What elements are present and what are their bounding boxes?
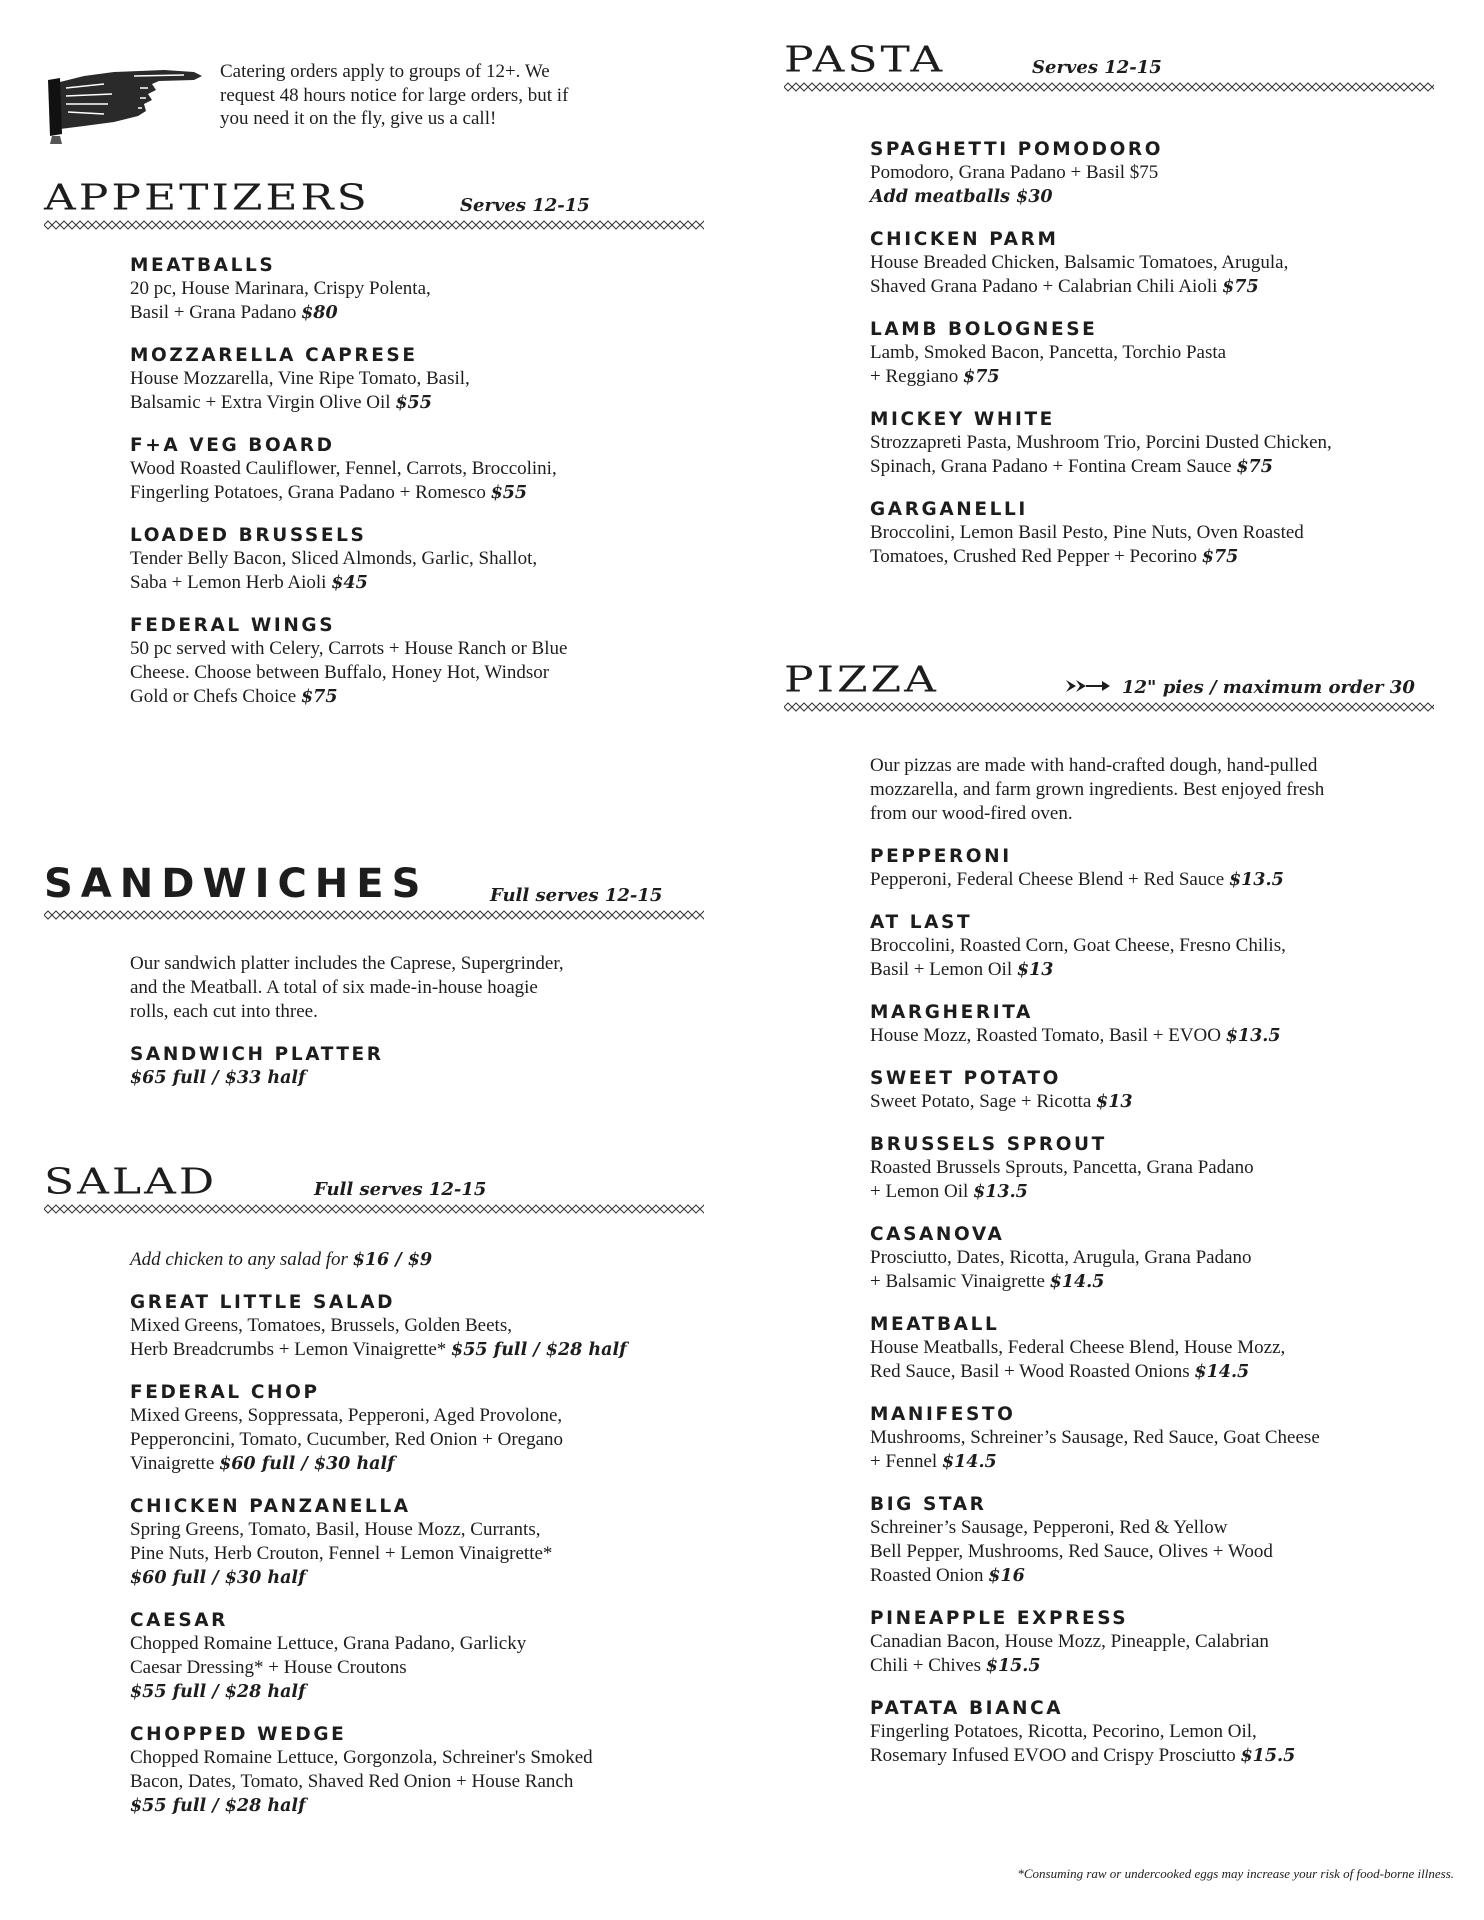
section-divider (44, 1204, 704, 1214)
item-name: MEATBALLS (130, 255, 276, 276)
item-name: GREAT LITTLE SALAD (130, 1292, 396, 1313)
section-serves: Full serves 12-15 (490, 885, 663, 906)
menu-item: MEATBALL House Meatballs, Federal Cheese Blend, House Mozz, Red Sauce, Basil + Wood Roasted Onions $14.5 (870, 1313, 1434, 1384)
item-price: $75 (1201, 547, 1239, 567)
pointing-hand-icon (44, 64, 204, 146)
menu-item: BIG STAR Schreiner’s Sausage, Pepperoni, Red & Yellow Bell Pepper, Mushrooms, Red Sauce, Olives + Wood Roasted Onion $16 (870, 1493, 1434, 1588)
item-name: PINEAPPLE EXPRESS (870, 1608, 1129, 1629)
item-name: CASANOVA (870, 1224, 1005, 1245)
item-price: $80 (301, 303, 338, 323)
pizza-note: Our pizzas are made with hand-crafted dough, hand-pulled mozzarella, and farm grown ingredients. Best enjoyed fresh from our wood-fired oven. (870, 755, 1325, 824)
item-name: MEATBALL (870, 1314, 1000, 1335)
section-serves: Serves 12-15 (1032, 57, 1162, 78)
menu-item: AT LAST Broccolini, Roasted Corn, Goat Cheese, Fresno Chilis, Basil + Lemon Oil $13 (870, 911, 1434, 982)
item-price: $13.5 (1228, 870, 1284, 890)
item-price: $14.5 (1194, 1362, 1250, 1382)
menu-item: FEDERAL WINGS 50 pc served with Celery, Carrots + House Ranch or Blue Cheese. Choose between Buffalo, Honey Hot, Windsor Gold or Chefs Choice $75 (130, 614, 704, 709)
item-name: FEDERAL CHOP (130, 1382, 320, 1403)
item-price: $13 (1016, 960, 1054, 980)
item-price: $45 (331, 573, 368, 593)
menu-item: CHICKEN PANZANELLA Spring Greens, Tomato, Basil, House Mozz, Currants, Pine Nuts, Herb Crouton, Fennel + Lemon Vinaigrette* $60 full / $30 half (130, 1495, 704, 1590)
item-price: $55 full / $28 half (130, 1796, 306, 1816)
item-price: $65 full / $33 half (130, 1068, 306, 1088)
menu-item: MEATBALLS 20 pc, House Marinara, Crispy Polenta, Basil + Grana Padano $80 (130, 254, 704, 325)
item-name: AT LAST (870, 912, 973, 933)
menu-item: GREAT LITTLE SALAD Mixed Greens, Tomatoes, Brussels, Golden Beets, Herb Breadcrumbs + Lemon Vinaigrette* $55 full / $28 half (130, 1291, 704, 1362)
item-name: BRUSSELS SPROUT (870, 1134, 1107, 1155)
section-title: SALAD (44, 1161, 218, 1203)
item-price: $55 (490, 483, 528, 503)
section-divider (44, 220, 704, 230)
menu-item: MANIFESTO Mushrooms, Schreiner’s Sausage, Red Sauce, Goat Cheese + Fennel $14.5 (870, 1403, 1434, 1474)
item-price: $13.5 (1225, 1026, 1281, 1046)
menu-item: MOZZARELLA CAPRESE House Mozzarella, Vine Ripe Tomato, Basil, Balsamic + Extra Virgin Olive Oil $55 (130, 344, 704, 415)
item-name: LAMB BOLOGNESE (870, 319, 1098, 340)
catering-intro (44, 60, 704, 150)
item-price: $15.5 (985, 1656, 1041, 1676)
item-name: CHICKEN PARM (870, 229, 1059, 250)
catering-intro-text: Catering orders apply to groups of 12+. We request 48 hours notice for large orders, but if you need it on the fly, give us a call! (220, 61, 569, 129)
menu-item: FEDERAL CHOP Mixed Greens, Soppressata, Pepperoni, Aged Provolone, Pepperoncini, Tomato, Cucumber, Red Onion + Oregano Vinaigrette $60 full / $30 half (130, 1381, 704, 1476)
item-price: $75 (1236, 457, 1273, 477)
item-name: MOZZARELLA CAPRESE (130, 345, 418, 366)
section-title: PASTA (784, 39, 946, 81)
item-price: $16 (988, 1566, 1025, 1586)
menu-item: CHOPPED WEDGE Chopped Romaine Lettuce, Gorgonzola, Schreiner's Smoked Bacon, Dates, Tomato, Shaved Red Onion + House Ranch $55 full / $28 half (130, 1723, 704, 1818)
item-price: $13 (1096, 1092, 1133, 1112)
item-name: CAESAR (130, 1610, 229, 1631)
item-name: PATATA BIANCA (870, 1698, 1064, 1719)
item-name: LOADED BRUSSELS (130, 525, 367, 546)
item-price: $75 (300, 687, 338, 707)
section-divider (784, 82, 1434, 92)
menu-item: F+A VEG BOARD Wood Roasted Cauliflower, Fennel, Carrots, Broccolini, Fingerling Potatoes, Grana Padano + Romesco $55 (130, 434, 704, 505)
menu-item: MARGHERITA House Mozz, Roasted Tomato, Basil + EVOO $13.5 (870, 1001, 1434, 1048)
sandwich-note: Our sandwich platter includes the Caprese, Supergrinder, and the Meatball. A total of six made-in-house hoagie rolls, each cut into three. (130, 953, 564, 1022)
section-divider (784, 702, 1434, 712)
item-name: MANIFESTO (870, 1404, 1016, 1425)
item-name: F+A VEG BOARD (130, 435, 335, 456)
menu-item (130, 1043, 704, 1090)
section-serves: Serves 12-15 (460, 195, 590, 216)
item-price: $75 (963, 367, 1000, 387)
menu-item: CAESAR Chopped Romaine Lettuce, Grana Padano, Garlicky Caesar Dressing* + House Croutons $55 full / $28 half (130, 1609, 704, 1704)
appetizers-section (44, 168, 704, 707)
menu-item: BRUSSELS SPROUT Roasted Brussels Sprouts, Pancetta, Grana Padano + Lemon Oil $13.5 (870, 1133, 1434, 1204)
menu-item: PEPPERONI Pepperoni, Federal Cheese Blend + Red Sauce $13.5 (870, 845, 1434, 892)
menu-item: CHICKEN PARM House Breaded Chicken, Balsamic Tomatoes, Arugula, Shaved Grana Padano + Calabrian Chili Aioli $75 (870, 228, 1434, 299)
menu-item: SPAGHETTI POMODORO Pomodoro, Grana Padano + Basil $75 Add meatballs $30 (870, 138, 1434, 209)
item-name: PEPPERONI (870, 846, 1012, 867)
section-title: APPETIZERS (44, 177, 370, 219)
footnote: *Consuming raw or undercooked eggs may increase your risk of food-borne illness. (1017, 1866, 1454, 1881)
item-name: SPAGHETTI POMODORO (870, 139, 1164, 160)
menu-item: GARGANELLI Broccolini, Lemon Basil Pesto, Pine Nuts, Oven Roasted Tomatoes, Crushed Red Pepper + Pecorino $75 (870, 498, 1434, 569)
menu-item: MICKEY WHITE Strozzapreti Pasta, Mushroom Trio, Porcini Dusted Chicken, Spinach, Grana Padano + Fontina Cream Sauce $75 (870, 408, 1434, 479)
item-price: $13.5 (973, 1182, 1028, 1202)
item-name: MARGHERITA (870, 1002, 1033, 1023)
menu-item: LAMB BOLOGNESE Lamb, Smoked Bacon, Pancetta, Torchio Pasta + Reggiano $75 (870, 318, 1434, 389)
item-addon: Add meatballs $30 (870, 187, 1053, 207)
item-price: $55 full / $28 half (451, 1340, 627, 1360)
menu-item: SWEET POTATO Sweet Potato, Sage + Ricotta $13 (870, 1067, 1434, 1114)
sandwiches-section (44, 858, 704, 1088)
section-title: SANDWICHES (44, 861, 429, 907)
menu-item: PATATA BIANCA Fingerling Potatoes, Ricotta, Pecorino, Lemon Oil, Rosemary Infused EVOO and Crispy Prosciutto $15.5 (870, 1697, 1434, 1768)
item-name: CHOPPED WEDGE (130, 1724, 347, 1745)
section-title: PIZZA (784, 659, 939, 701)
item-name: SWEET POTATO (870, 1068, 1061, 1089)
pasta-section (784, 30, 1434, 567)
menu-item: CASANOVA Prosciutto, Dates, Ricotta, Arugula, Grana Padano + Balsamic Vinaigrette $14.5 (870, 1223, 1434, 1294)
item-price: $14.5 (1049, 1272, 1105, 1292)
arrow-icon (1066, 678, 1112, 694)
item-price: $55 full / $28 half (130, 1682, 306, 1702)
item-name: MICKEY WHITE (870, 409, 1055, 430)
item-name: BIG STAR (870, 1494, 987, 1515)
item-name: GARGANELLI (870, 499, 1028, 520)
item-price: $60 full / $30 half (130, 1568, 306, 1588)
salad-section (44, 1152, 704, 1816)
item-name: SANDWICH PLATTER (130, 1044, 384, 1065)
salad-chicken-note: Add chicken to any salad for $16 / $9 (130, 1249, 433, 1270)
item-price: $55 (395, 393, 432, 413)
item-price: $60 full / $30 half (219, 1454, 395, 1474)
item-name: FEDERAL WINGS (130, 615, 336, 636)
section-serves: 12" pies / maximum order 30 (1122, 677, 1415, 698)
menu-item: LOADED BRUSSELS Tender Belly Bacon, Sliced Almonds, Garlic, Shallot, Saba + Lemon Herb Aioli $45 (130, 524, 704, 595)
item-name: CHICKEN PANZANELLA (130, 1496, 411, 1517)
section-divider (44, 910, 704, 920)
item-price: $15.5 (1240, 1746, 1296, 1766)
item-price: $75 (1222, 277, 1259, 297)
item-price: $14.5 (941, 1452, 997, 1472)
section-serves: Full serves 12-15 (314, 1179, 487, 1200)
pizza-section (784, 650, 1434, 1766)
menu-item: PINEAPPLE EXPRESS Canadian Bacon, House Mozz, Pineapple, Calabrian Chili + Chives $15.5 (870, 1607, 1434, 1678)
